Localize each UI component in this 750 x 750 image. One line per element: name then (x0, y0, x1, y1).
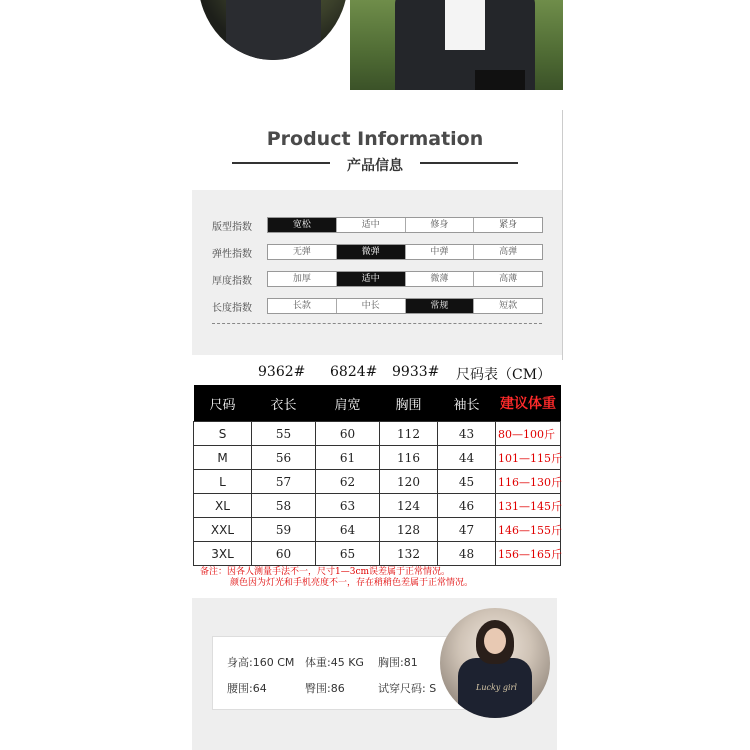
index-label: 弹性指数 (212, 249, 252, 260)
index-row-elasticity (212, 244, 542, 260)
index-option: 无弹 (268, 245, 337, 259)
index-label: 厚度指数 (212, 276, 252, 287)
index-option: 常规 (406, 299, 475, 313)
table-cell: 45 (438, 470, 496, 494)
index-option: 紧身 (499, 220, 518, 230)
weight-cell: 146—155斤 (496, 518, 561, 542)
table-header-row (194, 385, 561, 422)
table-row (194, 494, 561, 518)
table-cell: 63 (316, 494, 380, 518)
table-cell: 48 (438, 542, 496, 566)
table-cell: 116 (380, 446, 438, 470)
table-row (194, 422, 561, 446)
size-table (193, 385, 561, 566)
table-cell: 64 (316, 518, 380, 542)
index-option: 中弹 (406, 245, 475, 259)
table-cell: 128 (380, 518, 438, 542)
weight-cell: 131—145斤 (496, 494, 561, 518)
size-cell: S (194, 422, 252, 446)
table-cell: 120 (380, 470, 438, 494)
index-row-thickness (212, 271, 542, 287)
table-row (194, 518, 561, 542)
model-height: 身高:160 CM (227, 656, 295, 669)
model-photo (440, 608, 550, 718)
model-waist: 腰围:64 (227, 682, 267, 695)
product-photo-right (350, 0, 563, 90)
column-header: 肩宽 (316, 385, 380, 422)
index-row-length (212, 298, 542, 314)
section-title-en: Product Information (266, 128, 484, 150)
table-cell: 112 (380, 422, 438, 446)
index-scale (267, 244, 543, 260)
index-option: 适中 (337, 218, 406, 232)
model-bust: 胸围:81 (378, 656, 418, 669)
table-cell: 43 (438, 422, 496, 446)
table-cell: 60 (316, 422, 380, 446)
index-option: 短款 (499, 301, 518, 311)
index-scale (267, 217, 543, 233)
table-row (194, 470, 561, 494)
color-note: 颜色因为灯光和手机亮度不一，存在稍稍色差属于正常情况。 (230, 578, 474, 588)
weight-cell: 116—130斤 (496, 470, 561, 494)
table-row (194, 542, 561, 566)
index-option: 修身 (406, 218, 475, 232)
index-option: 加厚 (268, 272, 337, 286)
table-cell: 62 (316, 470, 380, 494)
photo-crop-circle (198, 0, 348, 60)
column-header: 袖长 (438, 385, 496, 422)
model-stats-card (212, 636, 474, 710)
table-cell: 58 (252, 494, 316, 518)
measurement-note: 备注：因各人测量手法不一，尺寸1—3cm误差属于正常情况。 (200, 567, 451, 577)
column-header: 尺码 (194, 385, 252, 422)
model-face (484, 628, 506, 654)
index-option: 宽松 (268, 218, 337, 232)
table-cell: 65 (316, 542, 380, 566)
model-legs (475, 70, 525, 90)
size-cell: M (194, 446, 252, 470)
table-cell: 60 (252, 542, 316, 566)
jacket-shape (226, 0, 321, 60)
weight-cell: 101—115斤 (496, 446, 561, 470)
table-cell: 124 (380, 494, 438, 518)
model-weight: 体重:45 KG (305, 656, 364, 669)
section-title-cn: 产品信息 (347, 158, 403, 174)
dashed-divider (212, 323, 542, 324)
column-header: 胸围 (380, 385, 438, 422)
product-index-panel (192, 190, 562, 355)
table-cell: 56 (252, 446, 316, 470)
weight-cell: 156—165斤 (496, 542, 561, 566)
size-cell: L (194, 470, 252, 494)
index-option: 适中 (337, 272, 406, 286)
table-row (194, 446, 561, 470)
index-option: 中长 (337, 299, 406, 313)
index-option: 高薄 (499, 274, 518, 284)
model-hip: 臀围:86 (305, 682, 345, 695)
column-header-weight: 建议体重 (496, 385, 561, 422)
index-row-fit (212, 217, 542, 233)
size-chart-title: 尺码表（CM） (456, 367, 552, 383)
style-code: 6824# (330, 364, 378, 380)
index-label: 长度指数 (212, 303, 252, 314)
weight-cell: 80—100斤 (496, 422, 561, 446)
product-photo-left (188, 0, 348, 60)
style-code: 9362# (258, 364, 306, 380)
table-cell: 46 (438, 494, 496, 518)
index-option: 微弹 (337, 245, 406, 259)
title-rule-right (420, 162, 518, 164)
table-cell: 132 (380, 542, 438, 566)
index-scale (267, 271, 543, 287)
jacket-embroidery: Lucky girl (476, 683, 517, 692)
model-size: 试穿尺码: S (378, 682, 437, 695)
table-cell: 44 (438, 446, 496, 470)
index-option: 长款 (268, 299, 337, 313)
table-cell: 47 (438, 518, 496, 542)
size-cell: XL (194, 494, 252, 518)
table-cell: 57 (252, 470, 316, 494)
column-header: 衣长 (252, 385, 316, 422)
size-cell: XXL (194, 518, 252, 542)
index-label: 版型指数 (212, 222, 252, 233)
style-code: 9933# (392, 364, 440, 380)
index-scale (267, 298, 543, 314)
index-option: 微薄 (406, 272, 475, 286)
index-option: 高弹 (499, 247, 518, 257)
table-cell: 55 (252, 422, 316, 446)
table-cell: 61 (316, 446, 380, 470)
size-cell: 3XL (194, 542, 252, 566)
table-cell: 59 (252, 518, 316, 542)
model-shirt (445, 0, 485, 50)
